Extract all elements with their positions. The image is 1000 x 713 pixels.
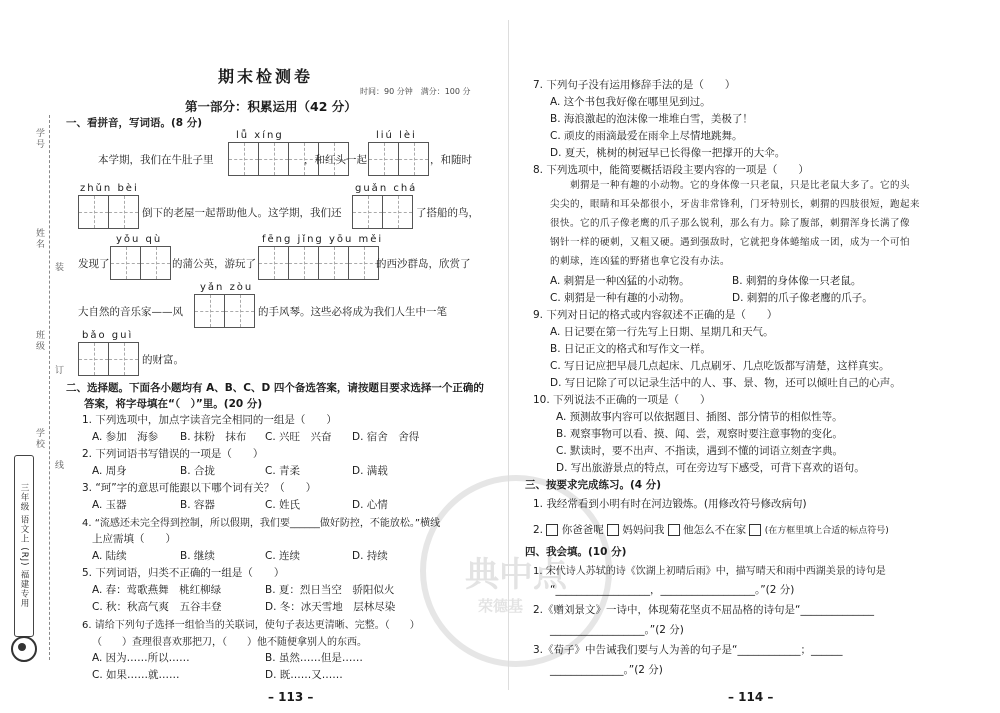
s3-q2-part-1: 你爸爸呢	[561, 524, 604, 536]
page-number-right: – 114 –	[728, 690, 774, 704]
section-1-heading: 一、看拼音，写词语。(8 分)	[66, 117, 203, 129]
gutter-fold-3: 线	[53, 460, 63, 471]
question-9: 9. 下列对日记的格式或内容叙述不正确的是（ ）	[533, 309, 778, 321]
q2-option-b[interactable]: B. 合拢	[180, 465, 215, 477]
writing-grid-6[interactable]	[258, 246, 379, 280]
question-6: 6. 请给下列句子选择一组恰当的关联词，使句子表达更清晰、完整。（ ）	[82, 620, 420, 631]
s3-question-2	[533, 522, 889, 537]
q2-option-d[interactable]: D. 满载	[352, 465, 388, 477]
exam-meta: 时间：90 分钟 满分：100 分	[360, 87, 471, 96]
q6-option-b[interactable]: B. 虽然……但是……	[265, 652, 363, 664]
q8-option-c[interactable]: C. 刺猬是一种有趣的小动物。	[550, 292, 691, 304]
q6-option-c[interactable]: C. 如果……就……	[92, 669, 180, 681]
section-4-heading: 四、我会填。(10 分)	[525, 546, 627, 558]
grade-badge: 三年级 语文上 (RJ) 福建专用	[14, 455, 34, 637]
q1-option-d[interactable]: D. 宿舍 舍得	[352, 431, 420, 443]
writing-grid-2[interactable]	[368, 142, 429, 176]
question-3: 3. “珂”字的意思可能跟以下哪个词有关？（ ）	[82, 482, 317, 494]
gutter-fold-1: 装	[53, 262, 63, 273]
q3-option-a[interactable]: A. 玉器	[92, 499, 127, 511]
q8-option-d[interactable]: D. 刺猬的爪子像老鹰的爪子。	[732, 292, 873, 304]
question-10: 10. 下列说法不正确的一项是（ ）	[533, 394, 711, 406]
text-line-5: 的财富。	[142, 354, 184, 366]
text-line-3a: 发现了	[78, 258, 110, 270]
text-line-4b: 的手风琴。这些必将成为我们人生中一笔	[258, 306, 447, 318]
page-title: 期末检测卷	[218, 67, 314, 86]
text-line-1a: 本学期，我们在牛肚子里	[98, 154, 214, 166]
q4-option-a[interactable]: A. 陆续	[92, 550, 127, 562]
s4-question-3-blank[interactable]: ______________。”(2 分)	[550, 664, 663, 676]
question-1: 1. 下列选项中，加点字读音完全相同的一组是（ ）	[82, 414, 337, 426]
punctuation-box-4[interactable]	[749, 524, 761, 536]
text-line-4a: 大自然的音乐家——风	[78, 306, 183, 318]
q7-option-d[interactable]: D. 夏天，桃树的树冠早已长得像一把撑开的大伞。	[550, 147, 786, 159]
q4-option-d[interactable]: D. 持续	[352, 550, 388, 562]
q3-option-d[interactable]: D. 心情	[352, 499, 388, 511]
q9-option-c[interactable]: C. 写日记应把早晨几点起床、几点刷牙、几点吃饭都写清楚，这样真实。	[550, 360, 890, 372]
s3-q2-instruction: (在方框里填上合适的标点符号)	[764, 526, 889, 536]
gutter-name: 姓名	[34, 228, 44, 250]
gutter-fold-2: 订	[53, 365, 63, 376]
q7-option-a[interactable]: A. 这个书包我好像在哪里见到过。	[550, 96, 711, 108]
q7-option-c[interactable]: C. 顽皮的雨滴最爱在雨伞上尽情地跳舞。	[550, 130, 743, 142]
q1-option-b[interactable]: B. 抹粉 抹布	[180, 431, 247, 443]
pinyin-3: zhǔn bèi	[80, 183, 139, 194]
mascot-icon	[11, 636, 37, 662]
text-line-3c: 的西沙群岛，欣赏了	[376, 258, 471, 270]
s3-q2-part-3: 他怎么不在家	[683, 524, 747, 536]
text-line-2b: 了搭船的鸟，	[416, 207, 479, 219]
s4-question-2-blank[interactable]: __________________。”(2 分)	[550, 624, 684, 636]
q8-passage-line-3: 很快。它的爪子像老鹰的爪子那么锐利，那么有力。除了腹部，刺猬浑身长满了像	[550, 218, 911, 229]
q10-option-b[interactable]: B. 观察事物可以看、摸、闻、尝，观察时要注意事物的变化。	[556, 428, 843, 440]
q5-option-b[interactable]: B. 夏：烈日当空 骄阳似火	[265, 584, 395, 596]
binding-dashed-line	[49, 115, 50, 660]
q2-option-c[interactable]: C. 青柔	[265, 465, 301, 477]
s4-question-1-blank[interactable]: “__________________，__________________。”(2 分)	[550, 584, 795, 596]
q10-option-a[interactable]: A. 预测故事内容可以依据题目、插图、部分情节的相似性等。	[556, 411, 843, 423]
q5-option-c[interactable]: C. 秋：秋高气爽 五谷丰登	[92, 601, 222, 613]
text-line-3b: 的蒲公英，游玩了	[172, 258, 256, 270]
question-5: 5. 下列词语，归类不正确的一组是（ ）	[82, 567, 285, 579]
writing-grid-5[interactable]	[110, 246, 171, 280]
q5-option-d[interactable]: D. 冬：冰天雪地 层林尽染	[265, 601, 396, 613]
section-3-heading: 三、按要求完成练习。(4 分)	[525, 479, 662, 491]
punctuation-box-2[interactable]	[607, 524, 619, 536]
q10-option-c[interactable]: C. 默读时，要不出声、不指读，遇到不懂的词语立刻查字典。	[556, 445, 844, 457]
q2-option-a[interactable]: A. 周身	[92, 465, 127, 477]
question-2: 2. 下列词语书写错误的一项是（ ）	[82, 448, 264, 460]
q9-option-b[interactable]: B. 日记正文的格式和写作文一样。	[550, 343, 711, 355]
q4-option-c[interactable]: C. 连续	[265, 550, 301, 562]
writing-grid-3[interactable]	[78, 195, 139, 229]
text-line-1b: ，和红头一起	[304, 154, 367, 166]
punctuation-box-3[interactable]	[668, 524, 680, 536]
q8-option-b[interactable]: B. 刺猬的身体像一只老鼠。	[732, 275, 862, 287]
q8-passage-line-1: 刺猬是一种有趣的小动物。它的身体像一只老鼠，只是比老鼠大多了。它的头	[570, 180, 911, 191]
q5-option-a[interactable]: A. 春：莺歌燕舞 桃红柳绿	[92, 584, 222, 596]
q3-option-b[interactable]: B. 容器	[180, 499, 215, 511]
pinyin-2: liú lèi	[376, 130, 417, 141]
s3-q2-part-2: 妈妈问我	[622, 524, 665, 536]
gutter-class: 班级	[34, 330, 44, 352]
s3-q2-number: 2.	[533, 524, 544, 536]
q8-passage-line-5: 的刺球，连凶猛的野猪也拿它没有办法。	[550, 256, 731, 267]
q8-passage-line-2: 尖尖的，眼睛和耳朵都很小，牙齿非常锋利，门牙特别长，刺猬的四肢很短，跑起来	[550, 199, 921, 210]
part-heading: 第一部分：积累运用（42 分）	[185, 99, 357, 114]
q6-option-a[interactable]: A. 因为……所以……	[92, 652, 190, 664]
watermark-logo: 典中点	[420, 475, 612, 667]
watermark-sub: 荣德基	[478, 597, 524, 615]
pinyin-5: yǒu qù	[116, 234, 163, 245]
q6-option-d[interactable]: D. 既……又……	[265, 669, 343, 681]
q8-passage-line-4: 钢针一样的硬刺，又粗又硬。遇到强敌时，它就把身体蜷缩成一团，成为一个可怕	[550, 237, 911, 248]
text-line-1c: ，和随时	[430, 154, 472, 166]
s4-question-2: 2.《赠刘景文》一诗中，体现菊花坚贞不屈品格的诗句是“______________	[533, 604, 874, 616]
pinyin-4: guǎn chá	[355, 183, 418, 194]
question-4-cont: 上应需填（ ）	[92, 533, 176, 545]
gutter-school: 学校	[34, 428, 44, 450]
writing-grid-8[interactable]	[78, 342, 139, 376]
q9-option-d[interactable]: D. 写日记除了可以记录生活中的人、事、景、物，还可以倾吐自己的心声。	[550, 377, 901, 389]
q10-option-d[interactable]: D. 写出旅游景点的特点，可在旁边写下感受，可背下喜欢的语句。	[556, 462, 865, 474]
writing-grid-7[interactable]	[194, 294, 255, 328]
s3-question-1: 1. 我经常看到小明有时在河边锻炼。(用修改符号修改病句)	[533, 498, 807, 510]
question-7: 7. 下列句子没有运用修辞手法的是（ ）	[533, 79, 736, 91]
q3-option-c[interactable]: C. 姓氏	[265, 499, 301, 511]
pinyin-1: lǚ xíng	[236, 130, 284, 141]
question-4: 4. “流感还未完全得到控制，所以假期，我们要______做好防控，不能放松。”横线	[82, 518, 441, 529]
section-2-heading: 二、选择题。下面各小题均有 A、B、C、D 四个备选答案，请按题目要求选择一个正确的	[66, 382, 484, 394]
text-line-2a: 倒下的老屋一起帮助他人。这学期，我们还	[142, 207, 342, 219]
s4-question-1: 1. 宋代诗人苏轼的诗《饮湖上初晴后雨》中，描写晴天和雨中西湖美景的诗句是	[533, 566, 886, 577]
gutter-student-id: 学号	[34, 128, 44, 150]
pinyin-6: fēng jǐng yōu měi	[262, 234, 384, 245]
q8-option-a[interactable]: A. 刺猬是一种凶猛的小动物。	[550, 275, 690, 287]
page-number-left: – 113 –	[268, 690, 314, 704]
q7-option-b[interactable]: B. 海浪激起的泡沫像一堆堆白雪，美极了！	[550, 113, 753, 125]
pinyin-7: yǎn zòu	[200, 282, 254, 293]
s4-question-3: 3.《荀子》中告诫我们要与人为善的句子是“____________；______	[533, 644, 843, 656]
punctuation-box-1[interactable]	[546, 524, 558, 536]
question-8: 8. 下列选项中，能简要概括语段主要内容的一项是（ ）	[533, 164, 809, 176]
pinyin-8: bǎo guì	[82, 330, 134, 341]
writing-grid-4[interactable]	[352, 195, 413, 229]
section-2-heading-cont: 答案，将字母填在“（ ）”里。(20 分)	[84, 398, 263, 410]
q4-option-b[interactable]: B. 继续	[180, 550, 215, 562]
q9-option-a[interactable]: A. 日记要在第一行先写上日期、星期几和天气。	[550, 326, 774, 338]
q1-option-a[interactable]: A. 参加 海参	[92, 431, 159, 443]
page-divider	[508, 20, 509, 690]
question-6-sentence: （ ）查理很喜欢那把刀，（ ）他不随便拿别人的东西。	[92, 637, 367, 648]
q1-option-c[interactable]: C. 兴旺 兴奋	[265, 431, 332, 443]
